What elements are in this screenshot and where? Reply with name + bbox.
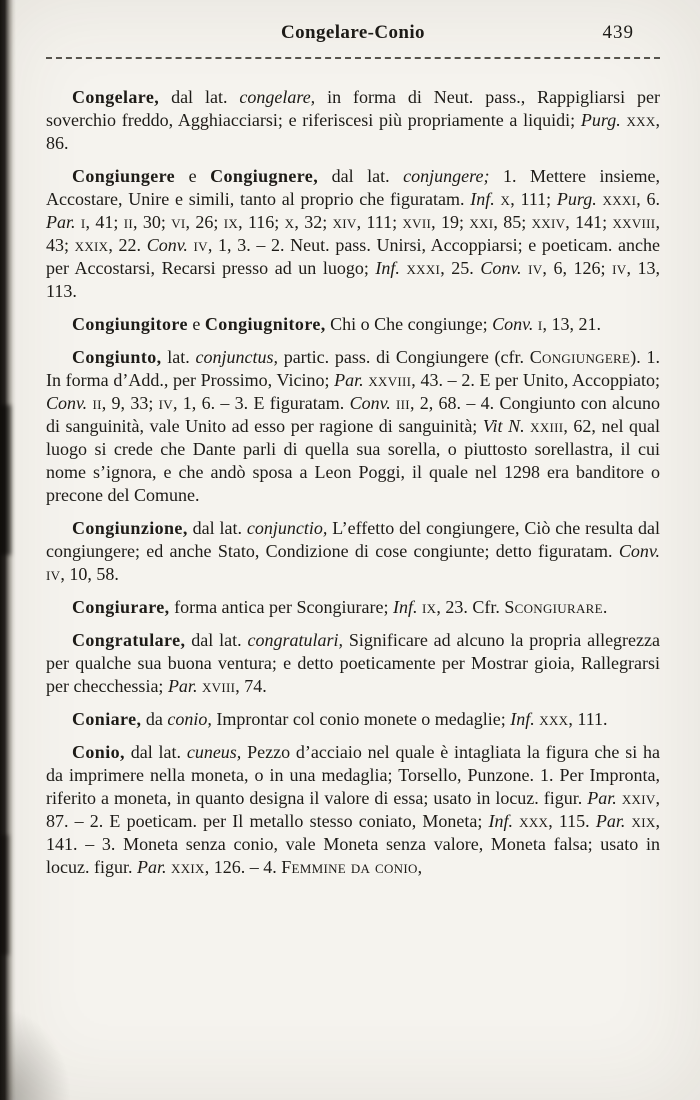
dictionary-entry (46, 165, 660, 303)
dictionary-entry (46, 346, 660, 507)
entry-smallcaps-term: i (537, 314, 543, 334)
entry-smallcaps-term: ix (223, 212, 239, 232)
entry-smallcaps-term: xxviii (612, 212, 656, 232)
entry-text-run: , 1, 6. – 3. E figuratam. (172, 393, 350, 413)
entry-text-run: , 9, 33; (101, 393, 159, 413)
entry-text-run: , 41; (85, 212, 124, 232)
entry-text-run: , 86. (46, 110, 661, 153)
entry-italic-term: Inf. (392, 597, 418, 617)
entry-smallcaps-term: xxviii (368, 370, 412, 390)
entry-smallcaps-term: xxiv (531, 212, 566, 232)
entry-text-run: . (602, 597, 608, 617)
entry-smallcaps-term: Femmine da conio (281, 857, 418, 877)
entry-smallcaps-term: iii (396, 393, 410, 413)
entry-italic-term: Inf. (488, 811, 513, 831)
header-divider-rule (46, 57, 660, 60)
entry-italic-term: Conv. (349, 393, 391, 413)
entry-text-run: , 13, 21. (542, 314, 601, 334)
entry-italic-term: conjunctio, (246, 518, 328, 538)
entry-headword: Conio, (72, 742, 125, 762)
entry-text-run: , 2, 68. – 4. Congiunto con alcuno di sanguinità, vale Unito ad esso per ragione di sanguinità; (46, 393, 661, 436)
entry-headword: Congelare, (72, 87, 160, 107)
entry-headword: Coniare, (72, 709, 142, 729)
corner-smudge-decoration (0, 1010, 70, 1100)
entry-text-run: , 1, 3. – 2. Neut. pass. Unirsi, Accoppiarsi; e poeticam. anche per Accostarsi, Recarsi presso ad un luogo; (46, 235, 661, 278)
entry-italic-term: Par. (167, 676, 198, 696)
entry-text-run: , 25. (440, 258, 481, 278)
entry-text-run: , 23. Cfr. (436, 597, 505, 617)
dictionary-entry (46, 741, 660, 879)
entry-italic-term: Purg. (556, 189, 597, 209)
entry-text-run: , 126. – 4. (204, 857, 282, 877)
entry-headword: Congiugnere, (210, 166, 319, 186)
entry-text-run: ). 1. In forma d’Add., per Prossimo, Vicino; (46, 347, 660, 390)
entry-smallcaps-term: xiv (332, 212, 357, 232)
entry-smallcaps-term: Congiungere (529, 347, 631, 367)
entry-text-run: , 141. – 3. Moneta senza conio, vale Moneta senza valore, Moneta falsa; usato in locuz. figur. (46, 811, 661, 877)
entry-text-run: 1. Mettere insieme, Accostare, Unire e simili, tanto al proprio che figuratam. (46, 166, 660, 209)
entry-headword: Congiungitore (72, 314, 188, 334)
entry-italic-term: Par. (334, 370, 364, 390)
entry-text-run: Chi o Che congiunge; (325, 314, 493, 334)
entry-smallcaps-term: ix (421, 597, 437, 617)
entry-text-run: dal lat. (187, 518, 247, 538)
dictionary-entry (46, 596, 660, 619)
entry-text-run: e (175, 166, 211, 186)
entry-italic-term: Par. (46, 212, 76, 232)
entry-smallcaps-term: xix (631, 811, 656, 831)
entry-headword: Congratulare, (72, 630, 186, 650)
entry-text-run: dal lat. (318, 166, 404, 186)
binding-smudge-decoration (0, 405, 11, 555)
entry-text-run: , 111; (510, 189, 557, 209)
entry-text-run: , 13, 113. (46, 258, 661, 301)
entry-headword: Congiurare, (72, 597, 170, 617)
entry-italic-term: Purg. (580, 110, 621, 130)
entry-smallcaps-term: xxx (626, 110, 656, 130)
entry-text-run: , 116; (238, 212, 285, 232)
entry-italic-term: Conv. (480, 258, 522, 278)
entry-smallcaps-term: xxiii (530, 416, 564, 436)
entry-smallcaps-term: iv (158, 393, 173, 413)
entry-text-run: , 32; (294, 212, 333, 232)
entry-italic-term: Par. (587, 788, 617, 808)
entry-italic-term: Par. (595, 811, 626, 831)
entry-text-run: , 111. (568, 709, 608, 729)
entry-italic-term: Inf. (375, 258, 400, 278)
dictionary-entry (46, 313, 660, 336)
running-head-title: Congelare-Conio (281, 22, 425, 43)
entry-smallcaps-term: i (80, 212, 86, 232)
entry-text-run: partic. pass. di Congiungere (cfr. (277, 347, 530, 367)
entries (46, 86, 660, 879)
entry-italic-term: Inf. (470, 189, 495, 209)
entry-smallcaps-term: xxiv (621, 788, 656, 808)
entry-italic-term: Vit N. (482, 416, 525, 436)
entry-text-run: , 43; (46, 212, 660, 255)
entry-text-run: forma antica per Scongiurare; (169, 597, 393, 617)
entry-smallcaps-term: xxxi (406, 258, 441, 278)
dictionary-entry (46, 629, 660, 698)
entry-text-run: , (417, 857, 423, 877)
binding-smudge-decoration (0, 835, 9, 955)
entry-smallcaps-term: vi (171, 212, 186, 232)
entry-smallcaps-term: xviii (201, 676, 236, 696)
entry-smallcaps-term: xxi (469, 212, 494, 232)
entry-text-run: , 115. (548, 811, 596, 831)
entry-smallcaps-term: Scongiurare (504, 597, 603, 617)
entry-headword: Congiugnitore, (204, 314, 326, 334)
entry-smallcaps-term: xxix (74, 235, 109, 255)
entry-text-run: , 22. (108, 235, 147, 255)
entry-smallcaps-term: x (500, 189, 511, 209)
entry-italic-term: congratulari, (247, 630, 343, 650)
entry-text-run: , 26; (185, 212, 224, 232)
entry-headword: Congiungere (72, 166, 176, 186)
entry-headword: Congiunto, (72, 347, 162, 367)
entry-text-run: , 74. (235, 676, 267, 696)
entry-text-run: dal lat. (124, 742, 187, 762)
dictionary-entry (46, 708, 660, 731)
entry-italic-term: Conv. (492, 314, 534, 334)
entry-text-run: dal lat. (159, 87, 240, 107)
entry-italic-term: Par. (136, 857, 167, 877)
entry-italic-term: Inf. (510, 709, 535, 729)
entry-smallcaps-term: xxx (519, 811, 549, 831)
entry-smallcaps-term: ii (123, 212, 133, 232)
entry-text-run: , 85; (493, 212, 532, 232)
entry-text-run: Pezzo d’acciaio nel quale è intagliata la figura che si ha da imprimere nella moneta, o in una medaglia; Torsello, Punzone. 1. Per Impronta, riferito a moneta, in quanto designa il valore di essa; usato in locuz. figur. (46, 742, 660, 808)
entry-text-run: Improntar col conio monete o medaglie; (211, 709, 511, 729)
entry-italic-term: Conv. (618, 541, 660, 561)
entry-italic-term: Conv. (146, 235, 188, 255)
entry-text-run: e (187, 314, 205, 334)
entry-italic-term: conjunctus, (195, 347, 278, 367)
entry-italic-term: congelare, (239, 87, 316, 107)
entry-headword: Congiunzione, (72, 518, 188, 538)
entry-smallcaps-term: xvii (402, 212, 432, 232)
entry-text-run: L’effetto del congiungere, Ciò che resulta dal congiungere; ed anche Stato, Condizione di cose congiunte; detto figuratam. (46, 518, 660, 561)
dictionary-entry (46, 517, 660, 586)
entry-text-run: , 62, nel qual luogo si crede che Dante parli di quella sua sorella, o piuttosto sorellastra, il cui nome s’ignora, e che andò sposa a Leon Poggi, il quale nel 1298 era banditore o precone del Comune. (46, 416, 661, 505)
entry-text-run: , 6, 126; (542, 258, 613, 278)
entry-smallcaps-term: iv (528, 258, 543, 278)
entry-smallcaps-term: xxix (171, 857, 205, 877)
entry-smallcaps-term: iv (46, 564, 61, 584)
dictionary-entry (46, 86, 660, 155)
entry-text-run: dal lat. (185, 630, 248, 650)
entry-text-run: , 6. (636, 189, 660, 209)
entry-text-run: , 111; (356, 212, 403, 232)
entry-italic-term: conjungere; (403, 166, 490, 186)
entry-text-run: in forma di Neut. pass., Rappigliarsi per soverchio freddo, Agghiacciarsi; e riferiscesi più propriamente a liquidi; (46, 87, 660, 130)
entry-italic-term: conio, (167, 709, 212, 729)
entry-text-run: lat. (161, 347, 196, 367)
entry-text-run: , 19; (431, 212, 470, 232)
entry-italic-term: cuneus, (186, 742, 242, 762)
entry-smallcaps-term: x (284, 212, 295, 232)
entry-smallcaps-term: xxxi (602, 189, 637, 209)
entry-smallcaps-term: ii (92, 393, 102, 413)
entry-text-run: , 141; (565, 212, 613, 232)
page-header (46, 22, 660, 48)
entry-text-run: , 30; (133, 212, 172, 232)
entry-smallcaps-term: iv (612, 258, 627, 278)
entry-smallcaps-term: iv (193, 235, 208, 255)
entry-text-run: , 87. – 2. E poeticam. per Il metallo stesso coniato, Moneta; (46, 788, 661, 831)
entry-smallcaps-term: xxx (539, 709, 569, 729)
page-number: 439 (602, 22, 634, 43)
entry-text-run: , 10, 58. (60, 564, 119, 584)
entry-text-run: Significare ad alcuno la propria allegrezza per qualche sua buona ventura; e detto poeticamente per Mostrar gioia, Rallegrarsi per checchessia; (46, 630, 661, 696)
entry-text-run: , 43. – 2. E per Unito, Accoppiato; (411, 370, 660, 390)
entry-text-run: da (141, 709, 168, 729)
entry-italic-term: Conv. (46, 393, 88, 413)
